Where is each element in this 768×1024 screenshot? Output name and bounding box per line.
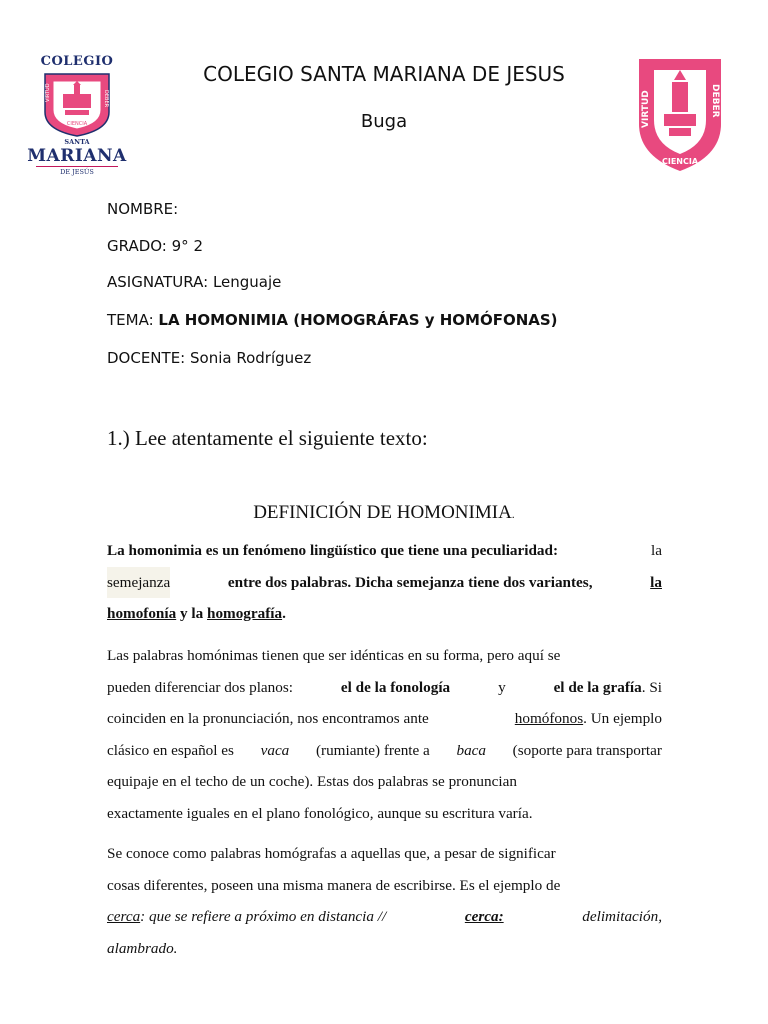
field-docente [107, 349, 311, 367]
p2-text: . Si [641, 678, 662, 696]
p3-line-3 [107, 901, 662, 933]
p3-bold-underlined: cerca: [464, 908, 504, 925]
p2-line-2 [107, 672, 662, 704]
p2-line-6: exactamente iguales en el plano fonológico, aunque su escritura varía. [107, 804, 533, 822]
p2-bold: el de la fonología [340, 678, 451, 696]
p2-text: . Un ejemplo [583, 710, 662, 727]
grado-value: 9° 2 [171, 237, 203, 255]
p2-text: coinciden en la pronunciación, nos encontramos ante [107, 710, 429, 727]
p2-text: clásico en español es [107, 741, 234, 759]
p2-line-5: equipaje en el techo de un coche). Estas dos palabras se pronuncian [107, 773, 517, 790]
question-1: 1.) Lee atentamente el siguiente texto: [107, 426, 428, 450]
p1-text: la [651, 542, 662, 559]
tema-label: TEMA: [107, 311, 154, 329]
svg-text:DEBER: DEBER [710, 84, 720, 118]
svg-text:CIENCIA: CIENCIA [66, 121, 88, 127]
p2-italic: vaca [260, 741, 290, 759]
paragraph-3 [107, 838, 662, 964]
p1-line-1 [107, 535, 662, 567]
p2-italic: baca [456, 741, 486, 759]
p2-line-1: Las palabras homónimas tienen que ser idénticas en su forma, pero aquí se [107, 647, 561, 664]
paragraph-1 [107, 535, 662, 630]
tema-value: LA HOMONIMIA (HOMOGRÁFAS y HOMÓFONAS) [158, 311, 558, 329]
section-title-dot: . [511, 507, 515, 521]
field-nombre [107, 200, 178, 218]
p1-underlined: la [650, 573, 662, 591]
school-name: COLEGIO SANTA MARIANA DE JESUS [203, 62, 565, 86]
p1-line-3 [107, 598, 662, 630]
field-asignatura [107, 273, 281, 291]
nombre-label: NOMBRE: [107, 200, 179, 218]
p1-underlined: homografía [207, 605, 283, 622]
field-grado [107, 237, 203, 255]
logo-left-small-name: SANTA [64, 138, 90, 146]
asignatura-label: ASIGNATURA: [107, 273, 209, 291]
p1-text: La homonimia es un fenómeno lingüístico que tiene una peculiaridad: [107, 542, 559, 559]
p2-line-3 [107, 703, 662, 735]
field-tema [107, 311, 558, 329]
p3-line-4: alambrado. [107, 939, 178, 957]
p1-text: entre dos palabras. Dicha semejanza tiene dos variantes, [227, 573, 593, 591]
p2-line-4 [107, 735, 662, 767]
logo-left-bottom-text: DE JESÚS [60, 168, 94, 176]
p3-line-1: Se conoce como palabras homógrafas a aquellas que, a pesar de significar [107, 845, 556, 862]
svg-text:CIENCIA: CIENCIA [661, 157, 699, 166]
p2-text: y [498, 678, 506, 696]
p1-highlight: semejanza [107, 567, 170, 599]
logo-left-top-text: COLEGIO [40, 54, 114, 69]
svg-text:DEBER: DEBER [103, 90, 109, 108]
docente-value: Sonia Rodríguez [190, 349, 312, 367]
p1-text: y la [180, 605, 204, 622]
p1-underlined: homofonía [107, 605, 177, 622]
p2-text: pueden diferenciar dos planos: [107, 678, 293, 696]
docente-label: DOCENTE: [107, 349, 186, 367]
grado-label: GRADO: [107, 237, 167, 255]
section-title-text: DEFINICIÓN DE HOMONIMIA [253, 502, 512, 523]
p1-line-2 [107, 567, 662, 599]
p3-line-2: cosas diferentes, poseen una misma manera de escribirse. Es el ejemplo de [107, 876, 561, 894]
p3-text: delimitación, [582, 908, 662, 925]
p2-bold: el de la grafía [553, 678, 642, 696]
logo-left-divider [36, 166, 118, 167]
p2-text: (rumiante) frente a [315, 741, 430, 759]
svg-text:VIRTUD: VIRTUD [641, 90, 651, 128]
p2-text: (soporte para transportar [512, 741, 662, 759]
p2-underlined: homófonos [514, 710, 584, 727]
asignatura-value: Lenguaje [212, 273, 282, 291]
logo-left-big-name: MARIANA [27, 146, 127, 166]
city-name: Buga [360, 111, 408, 132]
section-title [0, 502, 768, 524]
svg-text:VIRTUD: VIRTUD [45, 83, 51, 102]
p1-text: . [282, 605, 286, 622]
p3-text: : que se refiere a próximo en distancia // [140, 908, 387, 925]
paragraph-2 [107, 640, 662, 829]
p3-underlined: cerca [107, 908, 141, 925]
